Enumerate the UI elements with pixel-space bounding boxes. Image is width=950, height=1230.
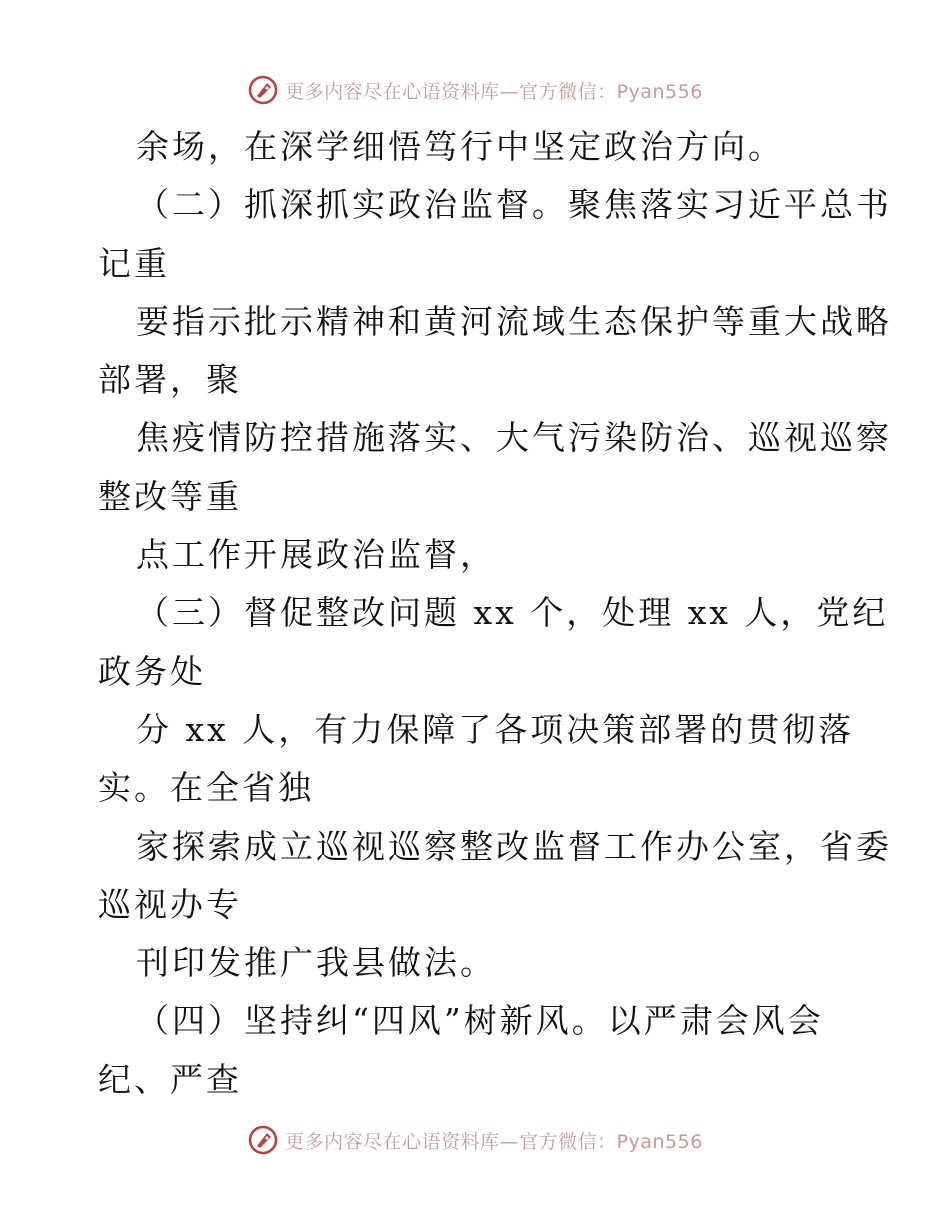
text-line: 记重 [98,243,170,283]
watermark-text: 更多内容尽在心语资料库—官方微信：Pyan556 [285,1130,703,1153]
header-watermark [0,70,950,110]
text-line: 整改等重 [98,476,242,516]
pen-nib-logo-icon [247,74,279,106]
text-line: 刊印发推广我县做法。 [136,943,496,983]
document-body [98,118,892,1109]
text-line: 实。在全省独 [98,768,314,808]
text-line: （三）督促整改问题 xx 个，处理 xx 人，党纪 [136,593,889,633]
text-line: 点工作开展政治监督， [136,535,496,575]
pen-nib-logo-icon [247,1124,279,1156]
watermark-text: 更多内容尽在心语资料库—官方微信：Pyan556 [285,80,703,103]
footer-watermark [0,1120,950,1160]
text-line: 余场，在深学细悟笃行中坚定政治方向。 [136,127,784,166]
text-line: 政务处 [98,651,206,691]
text-line: （二）抓深抓实政治监督。聚焦落实习近平总书 [136,185,892,225]
text-line: 分 xx 人，有力保障了各项决策部署的贯彻落 [136,709,855,749]
text-line: 焦疫情防控措施落实、大气污染防治、巡视巡察 [136,418,892,458]
text-line: 要指示批示精神和黄河流域生态保护等重大战略 [136,301,892,341]
text-line: 纪、严查 [98,1059,242,1099]
text-line: 部署，聚 [98,360,242,400]
text-line: 家探索成立巡视巡察整改监督工作办公室，省委 [136,826,892,866]
text-line: 巡视办专 [98,884,242,924]
text-line: （四）坚持纠“四风”树新风。以严肃会风会 [136,1001,824,1041]
